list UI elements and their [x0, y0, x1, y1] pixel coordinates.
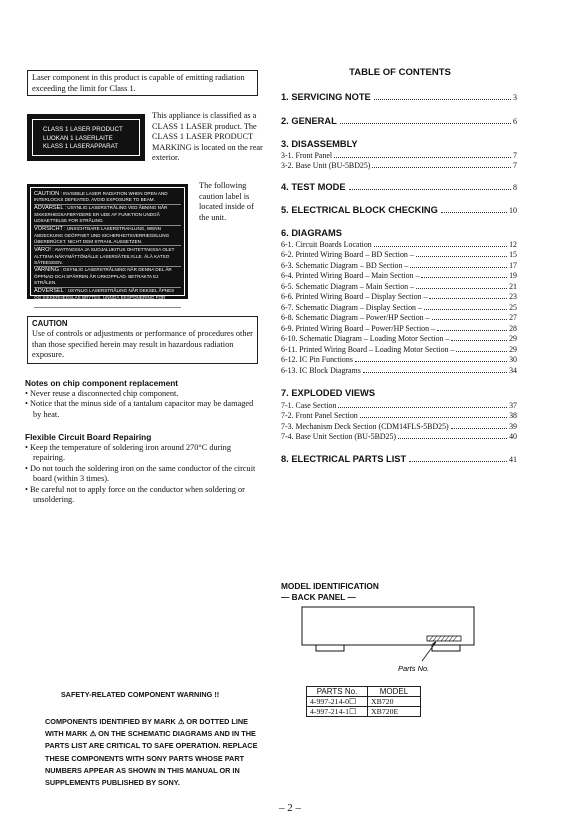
toc-heading-label: 2. GENERAL	[281, 116, 337, 126]
model-identification-heading: MODEL IDENTIFICATION	[281, 581, 379, 591]
toc-entry-label: 6-5. Schematic Diagram – Main Section –	[281, 282, 415, 291]
caution-label-head: ADVERSEL	[34, 288, 64, 295]
toc-heading[interactable]	[281, 116, 517, 126]
model-identification-title	[281, 581, 379, 602]
caution-label-row	[34, 246, 181, 267]
caution-label-row-text: : INVISIBLE LASER RADIATION WHEN OPEN AND INTERLOCKS DEFEATED. AVOID EXPOSURE TO BEAM.	[34, 190, 168, 203]
safety-warning-body: COMPONENTS IDENTIFIED BY MARK ⚠ OR DOTTED LINE WITH MARK ⚠ ON THE SCHEMATIC DIAGRAMS AND IN THE PARTS LIST ARE CRITICAL TO SAFE OPERATION. REPLACE THESE COMPONENTS WITH SONY PARTS WHOSE PART NUMBERS APPEAR AS SHOWN IN THIS MANUAL OR IN SUPPLEMENTS PUBLISHED BY SONY.	[45, 717, 258, 788]
toc-entry-label: 3-2. Base Unit (BU-5BD25)	[281, 161, 371, 170]
toc-heading[interactable]	[281, 388, 517, 398]
toc-entry[interactable]	[281, 261, 517, 271]
toc-page: 6	[513, 117, 517, 126]
toc-entry-label: 6-12. IC Pin Functions	[281, 355, 353, 364]
class1-laser-label	[27, 114, 145, 161]
caution-label-head: CAUTION	[34, 190, 60, 197]
back-panel-foot-right	[432, 645, 460, 651]
toc-page: 25	[509, 303, 517, 312]
toc-page: 10	[509, 206, 517, 215]
toc-leader	[340, 123, 511, 124]
toc-page: 3	[513, 93, 517, 102]
toc-entry-label: 6-7. Schematic Diagram – Display Section –	[281, 303, 422, 312]
toc-entry[interactable]	[281, 240, 517, 250]
toc-leader	[409, 461, 507, 462]
caution-label-head: VARO!	[34, 246, 51, 253]
toc-page: 40	[509, 432, 517, 441]
toc-page: 30	[509, 355, 517, 364]
caution-label-row-text: : A BURKOLAT NYITÁSAKOR LÁTHATATLAN LÉZERSUGÁRVESZÉLY! KERÜLJE A BESUGÁRZÁST!	[34, 308, 159, 321]
toc-leader	[451, 340, 507, 341]
caution-box-body: Use of controls or adjustments or performance of procedures other than those specified herein may result in hazardous radiation exposure.	[32, 329, 253, 360]
toc-entry[interactable]	[281, 303, 517, 313]
caution-label-head: VORSICHT	[34, 226, 63, 233]
model-identification-subtitle: — BACK PANEL —	[281, 591, 356, 602]
toc-entry-label: 6-10. Schematic Diagram – Loading Motor Section –	[281, 334, 450, 343]
caution-label-row	[34, 267, 181, 288]
toc-entry[interactable]	[281, 334, 517, 344]
toc-entry[interactable]	[281, 313, 517, 323]
toc-heading-label: 1. SERVICING NOTE	[281, 92, 371, 102]
toc-leader	[456, 351, 507, 352]
table-header-cell: MODEL	[368, 687, 421, 697]
toc-page: 23	[509, 292, 517, 301]
toc-leader	[374, 99, 511, 100]
toc-heading-label: 3. DISASSEMBLY	[281, 139, 358, 149]
toc-heading[interactable]	[281, 182, 517, 192]
caution-label-description: The following caution label is located inside of the unit.	[199, 181, 254, 222]
toc-entry-label: 6-9. Printed Wiring Board – Power/HP Section –	[281, 324, 435, 333]
laser-notice-text: Laser component in this product is capable of emitting radiation exceeding the limit for Class 1.	[32, 73, 245, 93]
toc-page: 19	[509, 271, 517, 280]
toc-leader	[421, 277, 507, 278]
parts-model-table	[306, 686, 421, 717]
flex-board-item: • Keep the temperature of soldering iron around 270°C during repairing.	[25, 443, 231, 463]
toc-leader	[372, 167, 511, 168]
toc-leader	[338, 407, 507, 408]
caution-label-head: VARNING	[34, 267, 60, 274]
toc-entry[interactable]	[281, 355, 517, 365]
caution-label-inner	[30, 187, 185, 321]
toc-entry[interactable]	[281, 324, 517, 334]
class1-line: KLASS 1 LASERAPPARAT	[43, 143, 119, 150]
toc-page: 27	[509, 313, 517, 322]
table-header-row	[307, 687, 421, 697]
toc-heading-label: 8. ELECTRICAL PARTS LIST	[281, 454, 407, 464]
toc-leader	[349, 189, 511, 190]
toc-page: 38	[509, 411, 517, 420]
toc-title: TABLE OF CONTENTS	[349, 67, 451, 78]
toc-heading[interactable]	[281, 205, 517, 215]
class1-line: LUOKAN 1 LASERLAITE	[43, 134, 113, 142]
chip-note-item: • Notice that the minus side of a tantalum capacitor may be damaged by heat.	[25, 399, 254, 419]
caution-box	[27, 316, 258, 364]
toc-page: 7	[513, 161, 517, 170]
toc-page: 29	[509, 345, 517, 354]
toc-page: 21	[509, 282, 517, 291]
toc-entry-label: 6-13. IC Block Diagrams	[281, 366, 361, 375]
toc-entry-label: 6-8. Schematic Diagram – Power/HP Section –	[281, 313, 430, 322]
caution-label-head: ADVARSEL	[34, 205, 64, 212]
toc-leader	[432, 319, 508, 320]
toc-leader	[441, 212, 507, 213]
toc-leader	[410, 267, 507, 268]
toc-entry-label: 3-1. Front Panel	[281, 151, 333, 160]
caution-label-row-text: : UNSICHTBARE LASERSTRAHLUNG, WENN ABDECKUNG GEÖFFNET UND SICHERHEITSVERRIEGELUNG ÜBERBRÜCKT. NICHT DEM STRAHL AUSSETZEN.	[34, 226, 170, 244]
caution-label-row	[34, 190, 181, 205]
toc-leader	[424, 309, 507, 310]
toc-page: 8	[513, 183, 517, 192]
caution-box-title: CAUTION	[32, 319, 68, 328]
toc-leader	[416, 288, 507, 289]
toc-leader	[437, 330, 507, 331]
toc-entry[interactable]	[281, 432, 517, 442]
toc-entry[interactable]	[281, 271, 517, 281]
toc-leader	[451, 428, 507, 429]
toc-heading[interactable]	[281, 139, 517, 149]
toc-entry[interactable]	[281, 401, 517, 411]
toc-entry[interactable]	[281, 411, 517, 421]
toc-page: 41	[509, 455, 517, 464]
toc-entry[interactable]	[281, 366, 517, 376]
toc-entry-label: 7-1. Case Section	[281, 401, 337, 410]
toc-heading-label: 5. ELECTRICAL BLOCK CHECKING	[281, 205, 438, 215]
caution-label-row	[34, 288, 181, 309]
class1-line: CLASS 1 LASER PRODUCT	[43, 126, 123, 133]
page-number: – 2 –	[279, 802, 301, 814]
toc-entry-label: 6-2. Printed Wiring Board – BD Section –	[281, 250, 414, 259]
toc-heading-label: 6. DIAGRAMS	[281, 228, 342, 238]
toc-heading-label: 7. EXPLODED VIEWS	[281, 388, 376, 398]
caution-label-row	[34, 226, 181, 247]
toc-entry[interactable]	[281, 161, 517, 171]
flex-board-title: Flexible Circuit Board Repairing	[25, 432, 152, 442]
toc-entry-label: 6-11. Printed Wiring Board – Loading Motor Section –	[281, 345, 455, 354]
table-cell-parts-no: 4-997-214-0☐	[307, 697, 368, 707]
table-row	[307, 707, 421, 717]
table-cell-model: XB720E	[368, 707, 421, 717]
toc-entry-label: 7-2. Front Panel Section	[281, 411, 358, 420]
toc-entry-label: 7-4. Base Unit Section (BU-5BD25)	[281, 432, 397, 441]
toc-heading-label: 4. TEST MODE	[281, 182, 346, 192]
chip-note-item: • Never reuse a disconnected chip component.	[25, 389, 179, 398]
toc-entry[interactable]	[281, 292, 517, 302]
toc-entry[interactable]	[281, 151, 517, 161]
class1-description: This appliance is classified as a CLASS 1 LASER product. The CLASS 1 LASER PRODUCT MARKING is located on the rear exterior.	[152, 111, 263, 163]
toc-page: 39	[509, 422, 517, 431]
chip-notes-list	[25, 389, 260, 420]
back-panel-foot-left	[316, 645, 344, 651]
flex-board-list	[25, 443, 260, 505]
toc-page: 28	[509, 324, 517, 333]
laser-notice-box	[27, 70, 258, 96]
toc-leader	[360, 417, 507, 418]
toc-leader	[334, 157, 511, 158]
caution-label-head: VIGYÁZAT!	[34, 308, 63, 315]
table-row	[307, 697, 421, 707]
caution-label-row-text: : AVATTAESSA JA SUOJALUKITUS OHITETTAESSA OLET ALTTIINA NÄKYMÄTTÖMÄLLE LASERSÄTEILYLLE. ÄLÄ KATSO SÄTEESEEN.	[34, 246, 175, 265]
toc-entry-label: 6-4. Printed Wiring Board – Main Section –	[281, 271, 420, 280]
flex-board-item: • Be careful not to apply force on the conductor when soldering or unsoldering.	[25, 484, 245, 505]
toc-heading[interactable]	[281, 92, 517, 102]
back-panel-diagram	[300, 605, 476, 675]
parts-no-callout: Parts No.	[398, 664, 430, 673]
toc-page: 17	[509, 261, 517, 270]
toc-entry[interactable]	[281, 422, 517, 432]
toc-page: 34	[509, 366, 517, 375]
toc-page: 12	[509, 240, 517, 249]
toc-leader	[355, 361, 507, 362]
toc-page: 37	[509, 401, 517, 410]
safety-warning-title: SAFETY-RELATED COMPONENT WARNING !!	[60, 690, 220, 699]
toc-page: 15	[509, 250, 517, 259]
caution-label-row-text: : USYNLIG LASERSTRÅLING VED ÅBNING NÅR SIKKERHEDSAFBRYDERE ER UDE AF FUNKTION UNDGÅ UDSAETTELSE FOR STRÅLING.	[34, 205, 168, 224]
toc-entry-label: 6-6. Printed Wiring Board – Display Section –	[281, 292, 428, 301]
toc-leader	[416, 256, 507, 257]
toc-entry-label: 7-3. Mechanism Deck Section (CDM14FLS-5BD25)	[281, 422, 449, 431]
toc-entry[interactable]	[281, 250, 517, 260]
toc-leader	[374, 246, 507, 247]
toc-entry-label: 6-3. Schematic Diagram – BD Section –	[281, 261, 409, 270]
class1-laser-label-inner	[32, 119, 140, 156]
toc-page: 7	[513, 151, 517, 160]
toc-entry-label: 6-1. Circuit Boards Location	[281, 240, 372, 249]
toc-leader	[429, 298, 507, 299]
flex-board-item: • Do not touch the soldering iron on the same conductor of the circuit board (within 3 times).	[25, 463, 256, 484]
toc-heading[interactable]	[281, 454, 517, 464]
caution-label-image	[27, 184, 188, 321]
caution-label-row-text: : USYNLIG LASERSTRÅLING NÅR DEKSEL ÅPNES OG SIKKERHEDSLÅS BRYTES. UNNGÅ EKSPONERING FOR STRÅLEN.	[34, 288, 175, 306]
toc-leader	[398, 438, 507, 439]
chip-notes-title: Notes on chip component replacement	[25, 378, 179, 388]
table-cell-model: XB720	[368, 697, 421, 707]
caution-label-row	[34, 205, 181, 226]
toc-entry[interactable]	[281, 282, 517, 292]
toc-entry[interactable]	[281, 345, 517, 355]
toc-heading[interactable]	[281, 228, 517, 238]
toc-page: 29	[509, 334, 517, 343]
table-header-cell: PARTS No.	[307, 687, 368, 697]
table-cell-parts-no: 4-997-214-1☐	[307, 707, 368, 717]
toc-leader	[363, 372, 507, 373]
caution-label-row-text: : OSYNLIG LASERSTRÅLNING NÄR DENNA DEL ÄR ÖPPNAD OCH SPÄRREN ÄR URKOPPLAD. BETRAKTA EJ STRÅLEN.	[34, 267, 172, 286]
